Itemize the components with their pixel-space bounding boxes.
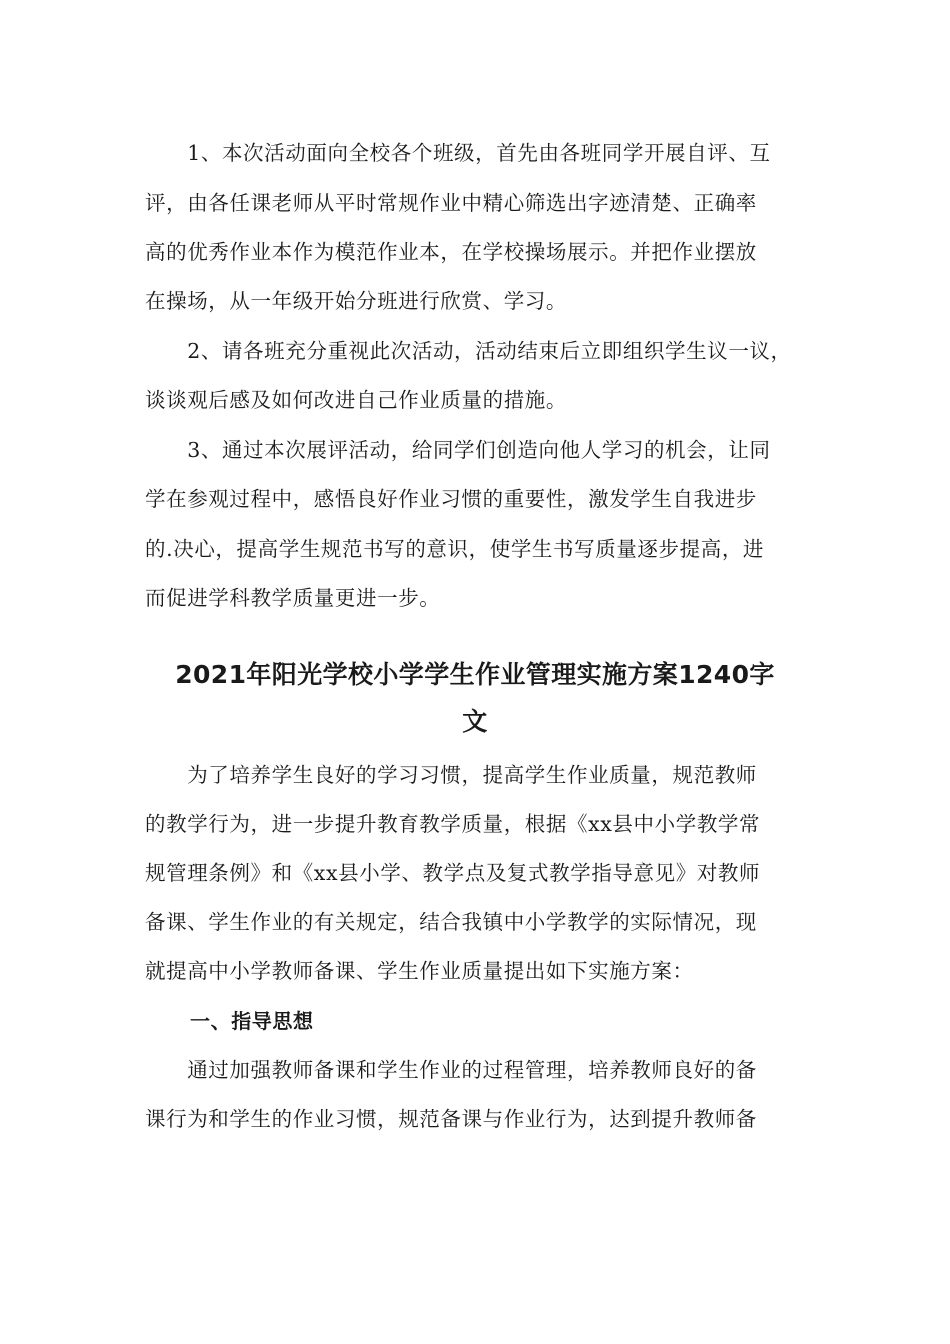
paragraph-line: 学在参观过程中，感悟良好作业习惯的重要性，激发学生自我进步 <box>145 487 757 511</box>
paragraph-line: 2、请各班充分重视此次活动，活动结束后立即组织学生议一议， <box>145 339 792 363</box>
paragraph-line: 评，由各任课老师从平时常规作业中精心筛选出字迹清楚、正确率 <box>145 191 757 215</box>
paragraph-line: 而促进学科教学质量更进一步。 <box>145 586 441 610</box>
paragraph-line: 1、本次活动面向全校各个班级，首先由各班同学开展自评、互 <box>145 141 771 165</box>
paragraph-line: 在操场，从一年级开始分班进行欣赏、学习。 <box>145 289 567 313</box>
paragraph-line: 的.决心，提高学生规范书写的意识，使学生书写质量逐步提高，进 <box>145 537 765 561</box>
title-line-1: 2021年阳光学校小学学生作业管理实施方案1240字 <box>175 660 775 689</box>
paragraph-line: 备课、学生作业的有关规定，结合我镇中小学教学的实际情况，现 <box>145 910 757 934</box>
paragraph-line: 高的优秀作业本作为模范作业本，在学校操场展示。并把作业摆放 <box>145 240 757 264</box>
paragraph-line: 谈谈观后感及如何改进自己作业质量的措施。 <box>145 388 567 412</box>
paragraph-line: 课行为和学生的作业习惯，规范备课与作业行为，达到提升教师备 <box>145 1107 757 1131</box>
paragraph-line: 就提高中小学教师备课、学生作业质量提出如下实施方案： <box>145 959 694 983</box>
paragraph-line: 规管理条例》和《xx县小学、教学点及复式教学指导意见》对教师 <box>145 861 761 885</box>
paragraph-line: 的教学行为，进一步提升教育教学质量，根据《xx县中小学教学常 <box>145 812 761 836</box>
paragraph-line: 3、通过本次展评活动，给同学们创造向他人学习的机会，让同 <box>145 438 771 462</box>
section-heading: 一、指导思想 <box>190 1009 314 1033</box>
paragraph-line: 为了培养学生良好的学习习惯，提高学生作业质量，规范教师 <box>145 763 757 787</box>
paragraph-line: 通过加强教师备课和学生作业的过程管理，培养教师良好的备 <box>145 1058 757 1082</box>
title-line-2: 文 <box>462 707 488 736</box>
